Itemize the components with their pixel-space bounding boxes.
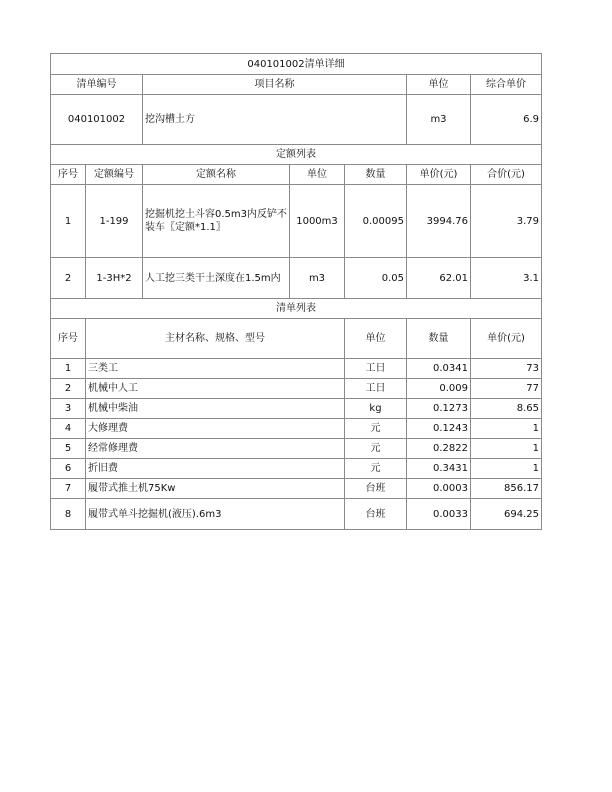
material-cell-unit-price: 1 <box>471 419 542 439</box>
material-cell-name: 机械中柴油 <box>86 399 345 419</box>
material-cell-name: 折旧费 <box>86 459 345 479</box>
quota-cell-name: 人工挖三类干土深度在1.5m内 <box>143 258 290 299</box>
quota-cell-unit-price: 62.01 <box>407 258 471 299</box>
material-header-qty: 数量 <box>407 319 471 359</box>
material-row <box>51 479 542 499</box>
header-item-name: 项目名称 <box>143 75 407 95</box>
quota-cell-code: 1-3H*2 <box>86 258 143 299</box>
material-row <box>51 399 542 419</box>
material-header-unit-price: 单价(元) <box>471 319 542 359</box>
material-row <box>51 459 542 479</box>
material-cell-name: 三类工 <box>86 359 345 379</box>
item-unit: m3 <box>407 95 471 145</box>
material-cell-no: 2 <box>51 379 86 399</box>
bill-detail-table <box>50 53 542 530</box>
material-cell-unit-price: 8.65 <box>471 399 542 419</box>
material-cell-qty: 0.0341 <box>407 359 471 379</box>
material-cell-unit-price: 1 <box>471 459 542 479</box>
material-cell-qty: 0.0003 <box>407 479 471 499</box>
table-title: 040101002清单详细 <box>51 54 542 75</box>
material-cell-unit: kg <box>345 399 407 419</box>
material-cell-no: 7 <box>51 479 86 499</box>
quota-cell-unit: m3 <box>290 258 345 299</box>
quota-row <box>51 258 542 299</box>
material-cell-qty: 0.2822 <box>407 439 471 459</box>
material-row <box>51 419 542 439</box>
quota-header-code: 定额编号 <box>86 165 143 185</box>
material-cell-no: 1 <box>51 359 86 379</box>
material-cell-unit: 台班 <box>345 499 407 530</box>
material-cell-qty: 0.009 <box>407 379 471 399</box>
quota-cell-total: 3.1 <box>471 258 542 299</box>
quota-header-unit: 单位 <box>290 165 345 185</box>
quota-cell-name: 挖掘机挖土斗容0.5m3内反铲不装车〖定额*1.1〗 <box>143 185 290 258</box>
quota-cell-unit: 1000m3 <box>290 185 345 258</box>
material-cell-unit-price: 77 <box>471 379 542 399</box>
material-row <box>51 359 542 379</box>
quota-cell-no: 1 <box>51 185 86 258</box>
material-cell-no: 6 <box>51 459 86 479</box>
material-cell-qty: 0.3431 <box>407 459 471 479</box>
quota-cell-total: 3.79 <box>471 185 542 258</box>
quota-header-unit-price: 单价(元) <box>407 165 471 185</box>
material-cell-qty: 0.0033 <box>407 499 471 530</box>
quota-header-no: 序号 <box>51 165 86 185</box>
quota-section-title: 定额列表 <box>51 145 542 165</box>
material-cell-unit-price: 1 <box>471 439 542 459</box>
item-price: 6.9 <box>471 95 542 145</box>
material-cell-name: 履带式单斗挖掘机(液压).6m3 <box>86 499 345 530</box>
material-cell-unit: 工日 <box>345 379 407 399</box>
material-row <box>51 499 542 530</box>
material-cell-unit-price: 694.25 <box>471 499 542 530</box>
material-cell-no: 3 <box>51 399 86 419</box>
item-name: 挖沟槽土方 <box>143 95 407 145</box>
material-section-title: 清单列表 <box>51 299 542 319</box>
material-cell-name: 履带式推土机75Kw <box>86 479 345 499</box>
item-code: 040101002 <box>51 95 143 145</box>
header-unit-price: 综合单价 <box>471 75 542 95</box>
header-unit: 单位 <box>407 75 471 95</box>
material-cell-unit-price: 73 <box>471 359 542 379</box>
quota-cell-unit-price: 3994.76 <box>407 185 471 258</box>
quota-row <box>51 185 542 258</box>
material-row <box>51 439 542 459</box>
material-cell-unit-price: 856.17 <box>471 479 542 499</box>
material-cell-unit: 元 <box>345 459 407 479</box>
material-cell-qty: 0.1243 <box>407 419 471 439</box>
material-cell-no: 4 <box>51 419 86 439</box>
quota-header-qty: 数量 <box>345 165 407 185</box>
material-header-unit: 单位 <box>345 319 407 359</box>
material-header-name: 主材名称、规格、型号 <box>86 319 345 359</box>
quota-cell-no: 2 <box>51 258 86 299</box>
material-header-no: 序号 <box>51 319 86 359</box>
quota-header-name: 定额名称 <box>143 165 290 185</box>
quota-cell-code: 1-199 <box>86 185 143 258</box>
material-cell-name: 经常修理费 <box>86 439 345 459</box>
material-cell-unit: 元 <box>345 439 407 459</box>
material-cell-unit: 台班 <box>345 479 407 499</box>
header-bill-code: 清单编号 <box>51 75 143 95</box>
material-cell-name: 机械中人工 <box>86 379 345 399</box>
material-cell-qty: 0.1273 <box>407 399 471 419</box>
material-cell-no: 5 <box>51 439 86 459</box>
material-cell-name: 大修理费 <box>86 419 345 439</box>
material-cell-no: 8 <box>51 499 86 530</box>
material-cell-unit: 工日 <box>345 359 407 379</box>
quota-header-total: 合价(元) <box>471 165 542 185</box>
quota-cell-qty: 0.00095 <box>345 185 407 258</box>
quota-cell-qty: 0.05 <box>345 258 407 299</box>
material-row <box>51 379 542 399</box>
material-cell-unit: 元 <box>345 419 407 439</box>
